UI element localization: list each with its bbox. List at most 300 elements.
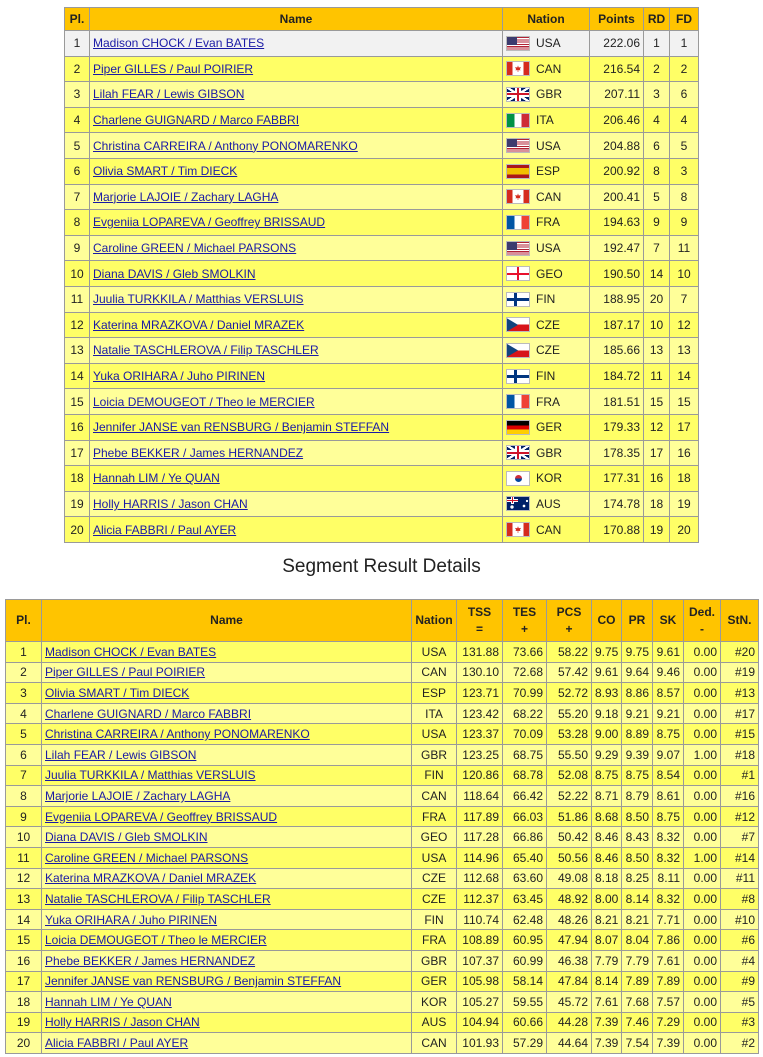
fd-cell: 18 [670, 466, 699, 492]
esp-flag-icon [506, 164, 530, 179]
tes-cell: 66.03 [503, 806, 547, 827]
co-cell: 8.14 [592, 971, 622, 992]
tes-cell: 68.78 [503, 765, 547, 786]
gbr-flag-icon [506, 87, 530, 102]
ded-cell: 0.00 [684, 1012, 721, 1033]
sk-cell: 7.71 [653, 909, 684, 930]
team-link[interactable]: Lilah FEAR / Lewis GIBSON [93, 87, 245, 102]
co-cell: 8.75 [592, 765, 622, 786]
place-cell: 13 [65, 338, 90, 364]
table-row [65, 210, 699, 236]
place-cell: 6 [6, 744, 42, 765]
team-link[interactable]: Madison CHOCK / Evan BATES [45, 644, 217, 659]
sk-cell: 8.61 [653, 786, 684, 807]
ded-cell: 0.00 [684, 765, 721, 786]
place-cell: 20 [6, 1033, 42, 1054]
name-cell [90, 466, 503, 492]
place-cell: 17 [6, 971, 42, 992]
place-cell: 4 [6, 703, 42, 724]
team-link[interactable]: Diana DAVIS / Gleb SMOLKIN [93, 266, 256, 281]
nation-wrap [506, 36, 586, 51]
nation-code: FRA [536, 394, 560, 409]
start-number-cell: #15 [721, 724, 759, 745]
team-link[interactable]: Katerina MRAZKOVA / Daniel MRAZEK [93, 317, 305, 332]
name-cell [42, 642, 412, 663]
pcs-cell: 50.42 [547, 827, 592, 848]
pr-cell: 7.89 [622, 971, 653, 992]
start-number-cell: #20 [721, 642, 759, 663]
co-cell: 8.71 [592, 786, 622, 807]
tes-cell: 59.55 [503, 992, 547, 1013]
ded-cell: 0.00 [684, 971, 721, 992]
points-cell: 216.54 [590, 56, 644, 82]
nation-code: USA [536, 36, 561, 51]
rd-cell: 2 [644, 56, 670, 82]
tss-cell: 123.37 [457, 724, 503, 745]
tes-cell: 63.45 [503, 889, 547, 910]
nation-cell [503, 286, 590, 312]
nation-wrap [506, 164, 586, 179]
name-cell [42, 909, 412, 930]
team-link[interactable]: Jennifer JANSE van RENSBURG / Benjamin STEFFAN [93, 420, 390, 435]
rd-cell: 8 [644, 158, 670, 184]
rd-cell: 17 [644, 440, 670, 466]
nation-wrap [506, 61, 586, 76]
name-cell [42, 827, 412, 848]
team-link[interactable]: Madison CHOCK / Evan BATES [93, 36, 265, 51]
sk-cell: 7.39 [653, 1033, 684, 1054]
table-row [65, 491, 699, 517]
place-cell: 13 [6, 889, 42, 910]
start-number-cell: #18 [721, 744, 759, 765]
nation-cell: GBR [412, 744, 457, 765]
nation-cell [503, 184, 590, 210]
start-number-cell: #4 [721, 950, 759, 971]
ded-cell: 0.00 [684, 703, 721, 724]
nation-code: GER [536, 420, 563, 435]
name-cell [42, 971, 412, 992]
place-cell: 16 [6, 950, 42, 971]
pcs-cell: 55.20 [547, 703, 592, 724]
cze-flag-icon [506, 317, 530, 332]
name-cell [90, 133, 503, 159]
place-cell: 6 [65, 158, 90, 184]
team-link[interactable]: Katerina MRAZKOVA / Daniel MRAZEK [45, 871, 257, 886]
fd-cell: 5 [670, 133, 699, 159]
name-cell [42, 868, 412, 889]
table-row [6, 847, 759, 868]
co-cell: 7.39 [592, 1033, 622, 1054]
nation-wrap [506, 394, 586, 409]
nation-wrap [506, 343, 586, 358]
nation-cell [503, 31, 590, 57]
team-link[interactable]: Piper GILLES / Paul POIRIER [45, 665, 206, 680]
standings-body [65, 31, 699, 543]
rd-cell: 10 [644, 312, 670, 338]
team-link[interactable]: Natalie TASCHLEROVA / Filip TASCHLER [93, 343, 319, 358]
nation-code: GBR [536, 87, 563, 102]
team-link[interactable]: Christina CARREIRA / Anthony PONOMARENKO [93, 138, 358, 153]
place-cell: 14 [6, 909, 42, 930]
fin-flag-icon [506, 292, 530, 307]
table-row [6, 827, 759, 848]
co-cell: 8.68 [592, 806, 622, 827]
team-link[interactable]: Caroline GREEN / Michael PARSONS [45, 850, 249, 865]
tes-cell: 57.29 [503, 1033, 547, 1054]
co-cell: 7.39 [592, 1012, 622, 1033]
table-row [65, 466, 699, 492]
points-cell: 204.88 [590, 133, 644, 159]
pcs-cell: 48.26 [547, 909, 592, 930]
start-number-cell: #5 [721, 992, 759, 1013]
fd-cell: 11 [670, 235, 699, 261]
points-cell: 206.46 [590, 107, 644, 133]
nation-cell: USA [412, 724, 457, 745]
name-cell [90, 82, 503, 108]
tss-cell: 120.86 [457, 765, 503, 786]
team-link[interactable]: Holly HARRIS / Jason CHAN [45, 1015, 200, 1030]
rd-cell: 4 [644, 107, 670, 133]
nation-code: GBR [536, 445, 563, 460]
table-row [65, 312, 699, 338]
ded-cell: 0.00 [684, 930, 721, 951]
sk-cell: 8.32 [653, 889, 684, 910]
fd-cell: 20 [670, 517, 699, 543]
name-cell [90, 363, 503, 389]
team-link[interactable]: Evgeniia LOPAREVA / Geoffrey BRISSAUD [45, 809, 278, 824]
name-cell [42, 683, 412, 704]
sk-cell: 7.86 [653, 930, 684, 951]
nation-code: CAN [536, 522, 562, 537]
seg-header-sk: SK [653, 600, 684, 642]
team-link[interactable]: Lilah FEAR / Lewis GIBSON [45, 747, 197, 762]
fd-cell: 4 [670, 107, 699, 133]
table-row [6, 662, 759, 683]
name-cell [42, 662, 412, 683]
seg-header-ded [684, 600, 721, 642]
team-link[interactable]: Hannah LIM / Ye QUAN [45, 994, 172, 1009]
sk-cell: 8.32 [653, 827, 684, 848]
team-link[interactable]: Caroline GREEN / Michael PARSONS [93, 241, 297, 256]
pr-cell: 9.21 [622, 703, 653, 724]
team-link[interactable]: Marjorie LAJOIE / Zachary LAGHA [93, 189, 279, 204]
table-row [65, 338, 699, 364]
start-number-cell: #8 [721, 889, 759, 910]
pr-cell: 8.25 [622, 868, 653, 889]
pr-cell: 8.89 [622, 724, 653, 745]
tes-cell: 66.42 [503, 786, 547, 807]
points-cell: 170.88 [590, 517, 644, 543]
nation-code: ITA [536, 113, 554, 128]
pcs-cell: 52.72 [547, 683, 592, 704]
table-row [65, 82, 699, 108]
ded-cell: 0.00 [684, 909, 721, 930]
rd-cell: 3 [644, 82, 670, 108]
table-row [65, 235, 699, 261]
team-link[interactable]: Olivia SMART / Tim DIECK [45, 685, 190, 700]
table-row [6, 765, 759, 786]
kor-flag-icon [506, 471, 530, 486]
team-link[interactable]: Loicia DEMOUGEOT / Theo le MERCIER [45, 933, 267, 948]
pr-cell: 8.50 [622, 847, 653, 868]
tss-cell: 105.27 [457, 992, 503, 1013]
name-cell [42, 1033, 412, 1054]
place-cell: 16 [65, 414, 90, 440]
col-header-name: Name [90, 8, 503, 31]
can-flag-icon [506, 189, 530, 204]
co-cell: 7.61 [592, 992, 622, 1013]
pcs-cell: 49.08 [547, 868, 592, 889]
team-link[interactable]: Juulia TURKKILA / Matthias VERSLUIS [45, 768, 256, 783]
table-row [6, 1033, 759, 1054]
table-row [65, 363, 699, 389]
table-row [65, 261, 699, 287]
fd-cell: 10 [670, 261, 699, 287]
place-cell: 20 [65, 517, 90, 543]
tss-cell: 107.37 [457, 950, 503, 971]
place-cell: 19 [65, 491, 90, 517]
team-link[interactable]: Natalie TASCHLEROVA / Filip TASCHLER [45, 891, 271, 906]
tss-cell: 117.89 [457, 806, 503, 827]
team-link[interactable]: Juulia TURKKILA / Matthias VERSLUIS [93, 292, 304, 307]
team-link[interactable]: Yuka ORIHARA / Juho PIRINEN [93, 369, 266, 384]
points-cell: 178.35 [590, 440, 644, 466]
team-link[interactable]: Jennifer JANSE van RENSBURG / Benjamin STEFFAN [45, 974, 342, 989]
pr-cell: 9.64 [622, 662, 653, 683]
pcs-cell: 53.28 [547, 724, 592, 745]
team-link[interactable]: Evgeniia LOPAREVA / Geoffrey BRISSAUD [93, 215, 326, 230]
nation-wrap [506, 369, 586, 384]
nation-cell [503, 312, 590, 338]
tss-cell: 114.96 [457, 847, 503, 868]
co-cell: 8.46 [592, 847, 622, 868]
usa-flag-icon [506, 36, 530, 51]
fra-flag-icon [506, 215, 530, 230]
co-cell: 8.93 [592, 683, 622, 704]
tes-cell: 60.99 [503, 950, 547, 971]
place-cell: 14 [65, 363, 90, 389]
start-number-cell: #19 [721, 662, 759, 683]
co-cell: 9.18 [592, 703, 622, 724]
team-link[interactable]: Marjorie LAJOIE / Zachary LAGHA [45, 788, 231, 803]
name-cell [42, 950, 412, 971]
fin-flag-icon [506, 369, 530, 384]
seg-header-stn: StN. [721, 600, 759, 642]
team-link[interactable]: Charlene GUIGNARD / Marco FABBRI [93, 113, 300, 128]
nation-code: CAN [536, 61, 562, 76]
name-cell [90, 440, 503, 466]
nation-wrap [506, 522, 586, 537]
pcs-cell: 58.22 [547, 642, 592, 663]
fd-cell: 1 [670, 31, 699, 57]
pcs-cell: 51.86 [547, 806, 592, 827]
nation-cell: CAN [412, 1033, 457, 1054]
nation-wrap [506, 87, 586, 102]
nation-cell: CZE [412, 889, 457, 910]
nation-cell: GER [412, 971, 457, 992]
name-cell [90, 56, 503, 82]
nation-cell: GEO [412, 827, 457, 848]
team-link[interactable]: Piper GILLES / Paul POIRIER [93, 61, 254, 76]
sk-cell: 8.32 [653, 847, 684, 868]
name-cell [42, 889, 412, 910]
team-link[interactable]: Phebe BEKKER / James HERNANDEZ [45, 953, 256, 968]
standings-header-row [65, 8, 699, 31]
team-link[interactable]: Loicia DEMOUGEOT / Theo le MERCIER [93, 394, 315, 409]
nation-cell: KOR [412, 992, 457, 1013]
ded-cell: 0.00 [684, 806, 721, 827]
team-link[interactable]: Charlene GUIGNARD / Marco FABBRI [45, 706, 252, 721]
nation-wrap [506, 420, 586, 435]
co-cell: 8.00 [592, 889, 622, 910]
pcs-cell: 47.94 [547, 930, 592, 951]
co-cell: 9.00 [592, 724, 622, 745]
name-cell [90, 517, 503, 543]
pcs-cell: 48.92 [547, 889, 592, 910]
tss-cell: 117.28 [457, 827, 503, 848]
fd-cell: 19 [670, 491, 699, 517]
place-cell: 2 [6, 662, 42, 683]
rd-cell: 14 [644, 261, 670, 287]
ded-cell: 0.00 [684, 827, 721, 848]
seg-header-nation: Nation [412, 600, 457, 642]
table-row [6, 744, 759, 765]
col-header-pl: Pl. [65, 8, 90, 31]
tss-cell: 130.10 [457, 662, 503, 683]
place-cell: 3 [6, 683, 42, 704]
place-cell: 10 [65, 261, 90, 287]
col-header-nation: Nation [503, 8, 590, 31]
start-number-cell: #11 [721, 868, 759, 889]
standings-table [64, 7, 699, 543]
nation-cell: ITA [412, 703, 457, 724]
nation-cell [503, 338, 590, 364]
team-link[interactable]: Hannah LIM / Ye QUAN [93, 471, 220, 486]
pcs-cell: 50.56 [547, 847, 592, 868]
ded-cell: 0.00 [684, 786, 721, 807]
nation-cell [503, 82, 590, 108]
name-cell [90, 158, 503, 184]
tes-cell: 68.75 [503, 744, 547, 765]
team-link[interactable]: Yuka ORIHARA / Juho PIRINEN [45, 912, 218, 927]
nation-cell: ESP [412, 683, 457, 704]
points-cell: 200.92 [590, 158, 644, 184]
nation-cell [503, 261, 590, 287]
nation-code: FRA [536, 215, 560, 230]
name-cell [42, 744, 412, 765]
name-cell [90, 261, 503, 287]
gbr-flag-icon [506, 445, 530, 460]
sk-cell: 7.29 [653, 1012, 684, 1033]
pcs-cell: 45.72 [547, 992, 592, 1013]
table-row [65, 440, 699, 466]
tes-cell: 66.86 [503, 827, 547, 848]
team-link[interactable]: Olivia SMART / Tim DIECK [93, 164, 238, 179]
tss-cell: 112.37 [457, 889, 503, 910]
pcs-cell: 57.42 [547, 662, 592, 683]
pr-cell: 7.68 [622, 992, 653, 1013]
name-cell [42, 786, 412, 807]
start-number-cell: #12 [721, 806, 759, 827]
place-cell: 3 [65, 82, 90, 108]
team-link[interactable]: Phebe BEKKER / James HERNANDEZ [93, 445, 304, 460]
seg-header-name: Name [42, 600, 412, 642]
tss-cell: 101.93 [457, 1033, 503, 1054]
ded-cell: 1.00 [684, 744, 721, 765]
rd-cell: 5 [644, 184, 670, 210]
ita-flag-icon [506, 113, 530, 128]
nation-code: AUS [536, 496, 561, 511]
place-cell: 11 [65, 286, 90, 312]
nation-code: CZE [536, 317, 560, 332]
usa-flag-icon [506, 138, 530, 153]
nation-cell [503, 210, 590, 236]
table-row [65, 31, 699, 57]
team-link[interactable]: Alicia FABBRI / Paul AYER [93, 522, 237, 537]
rd-cell: 9 [644, 210, 670, 236]
name-cell [42, 703, 412, 724]
can-flag-icon [506, 522, 530, 537]
co-cell: 9.75 [592, 642, 622, 663]
nation-cell [503, 389, 590, 415]
rd-cell: 12 [644, 414, 670, 440]
sk-cell: 9.46 [653, 662, 684, 683]
can-flag-icon [506, 61, 530, 76]
ded-cell: 1.00 [684, 847, 721, 868]
table-row [65, 389, 699, 415]
team-link[interactable]: Diana DAVIS / Gleb SMOLKIN [45, 830, 208, 845]
ded-cell: 0.00 [684, 662, 721, 683]
pcs-cell: 47.84 [547, 971, 592, 992]
seg-header-tes [503, 600, 547, 642]
co-cell: 8.21 [592, 909, 622, 930]
points-cell: 174.78 [590, 491, 644, 517]
team-link[interactable]: Alicia FABBRI / Paul AYER [45, 1036, 189, 1051]
fd-cell: 14 [670, 363, 699, 389]
table-row [6, 786, 759, 807]
table-row [65, 158, 699, 184]
pr-cell: 8.04 [622, 930, 653, 951]
name-cell [90, 184, 503, 210]
sk-cell: 8.75 [653, 806, 684, 827]
nation-wrap [506, 113, 586, 128]
place-cell: 17 [65, 440, 90, 466]
place-cell: 5 [6, 724, 42, 745]
tss-cell: 108.89 [457, 930, 503, 951]
pr-cell: 7.46 [622, 1012, 653, 1033]
ded-cell: 0.00 [684, 1033, 721, 1054]
tes-cell: 63.60 [503, 868, 547, 889]
name-cell [90, 286, 503, 312]
name-cell [90, 235, 503, 261]
rd-cell: 13 [644, 338, 670, 364]
pr-cell: 8.79 [622, 786, 653, 807]
start-number-cell: #16 [721, 786, 759, 807]
table-row [6, 868, 759, 889]
table-row [6, 971, 759, 992]
nation-cell [503, 363, 590, 389]
start-number-cell: #14 [721, 847, 759, 868]
start-number-cell: #2 [721, 1033, 759, 1054]
team-link[interactable]: Holly HARRIS / Jason CHAN [93, 496, 248, 511]
place-cell: 15 [65, 389, 90, 415]
table-row [65, 184, 699, 210]
nation-cell: FIN [412, 765, 457, 786]
team-link[interactable]: Christina CARREIRA / Anthony PONOMARENKO [45, 727, 310, 742]
nation-code: CAN [536, 189, 562, 204]
tss-cell: 123.42 [457, 703, 503, 724]
name-cell [90, 491, 503, 517]
